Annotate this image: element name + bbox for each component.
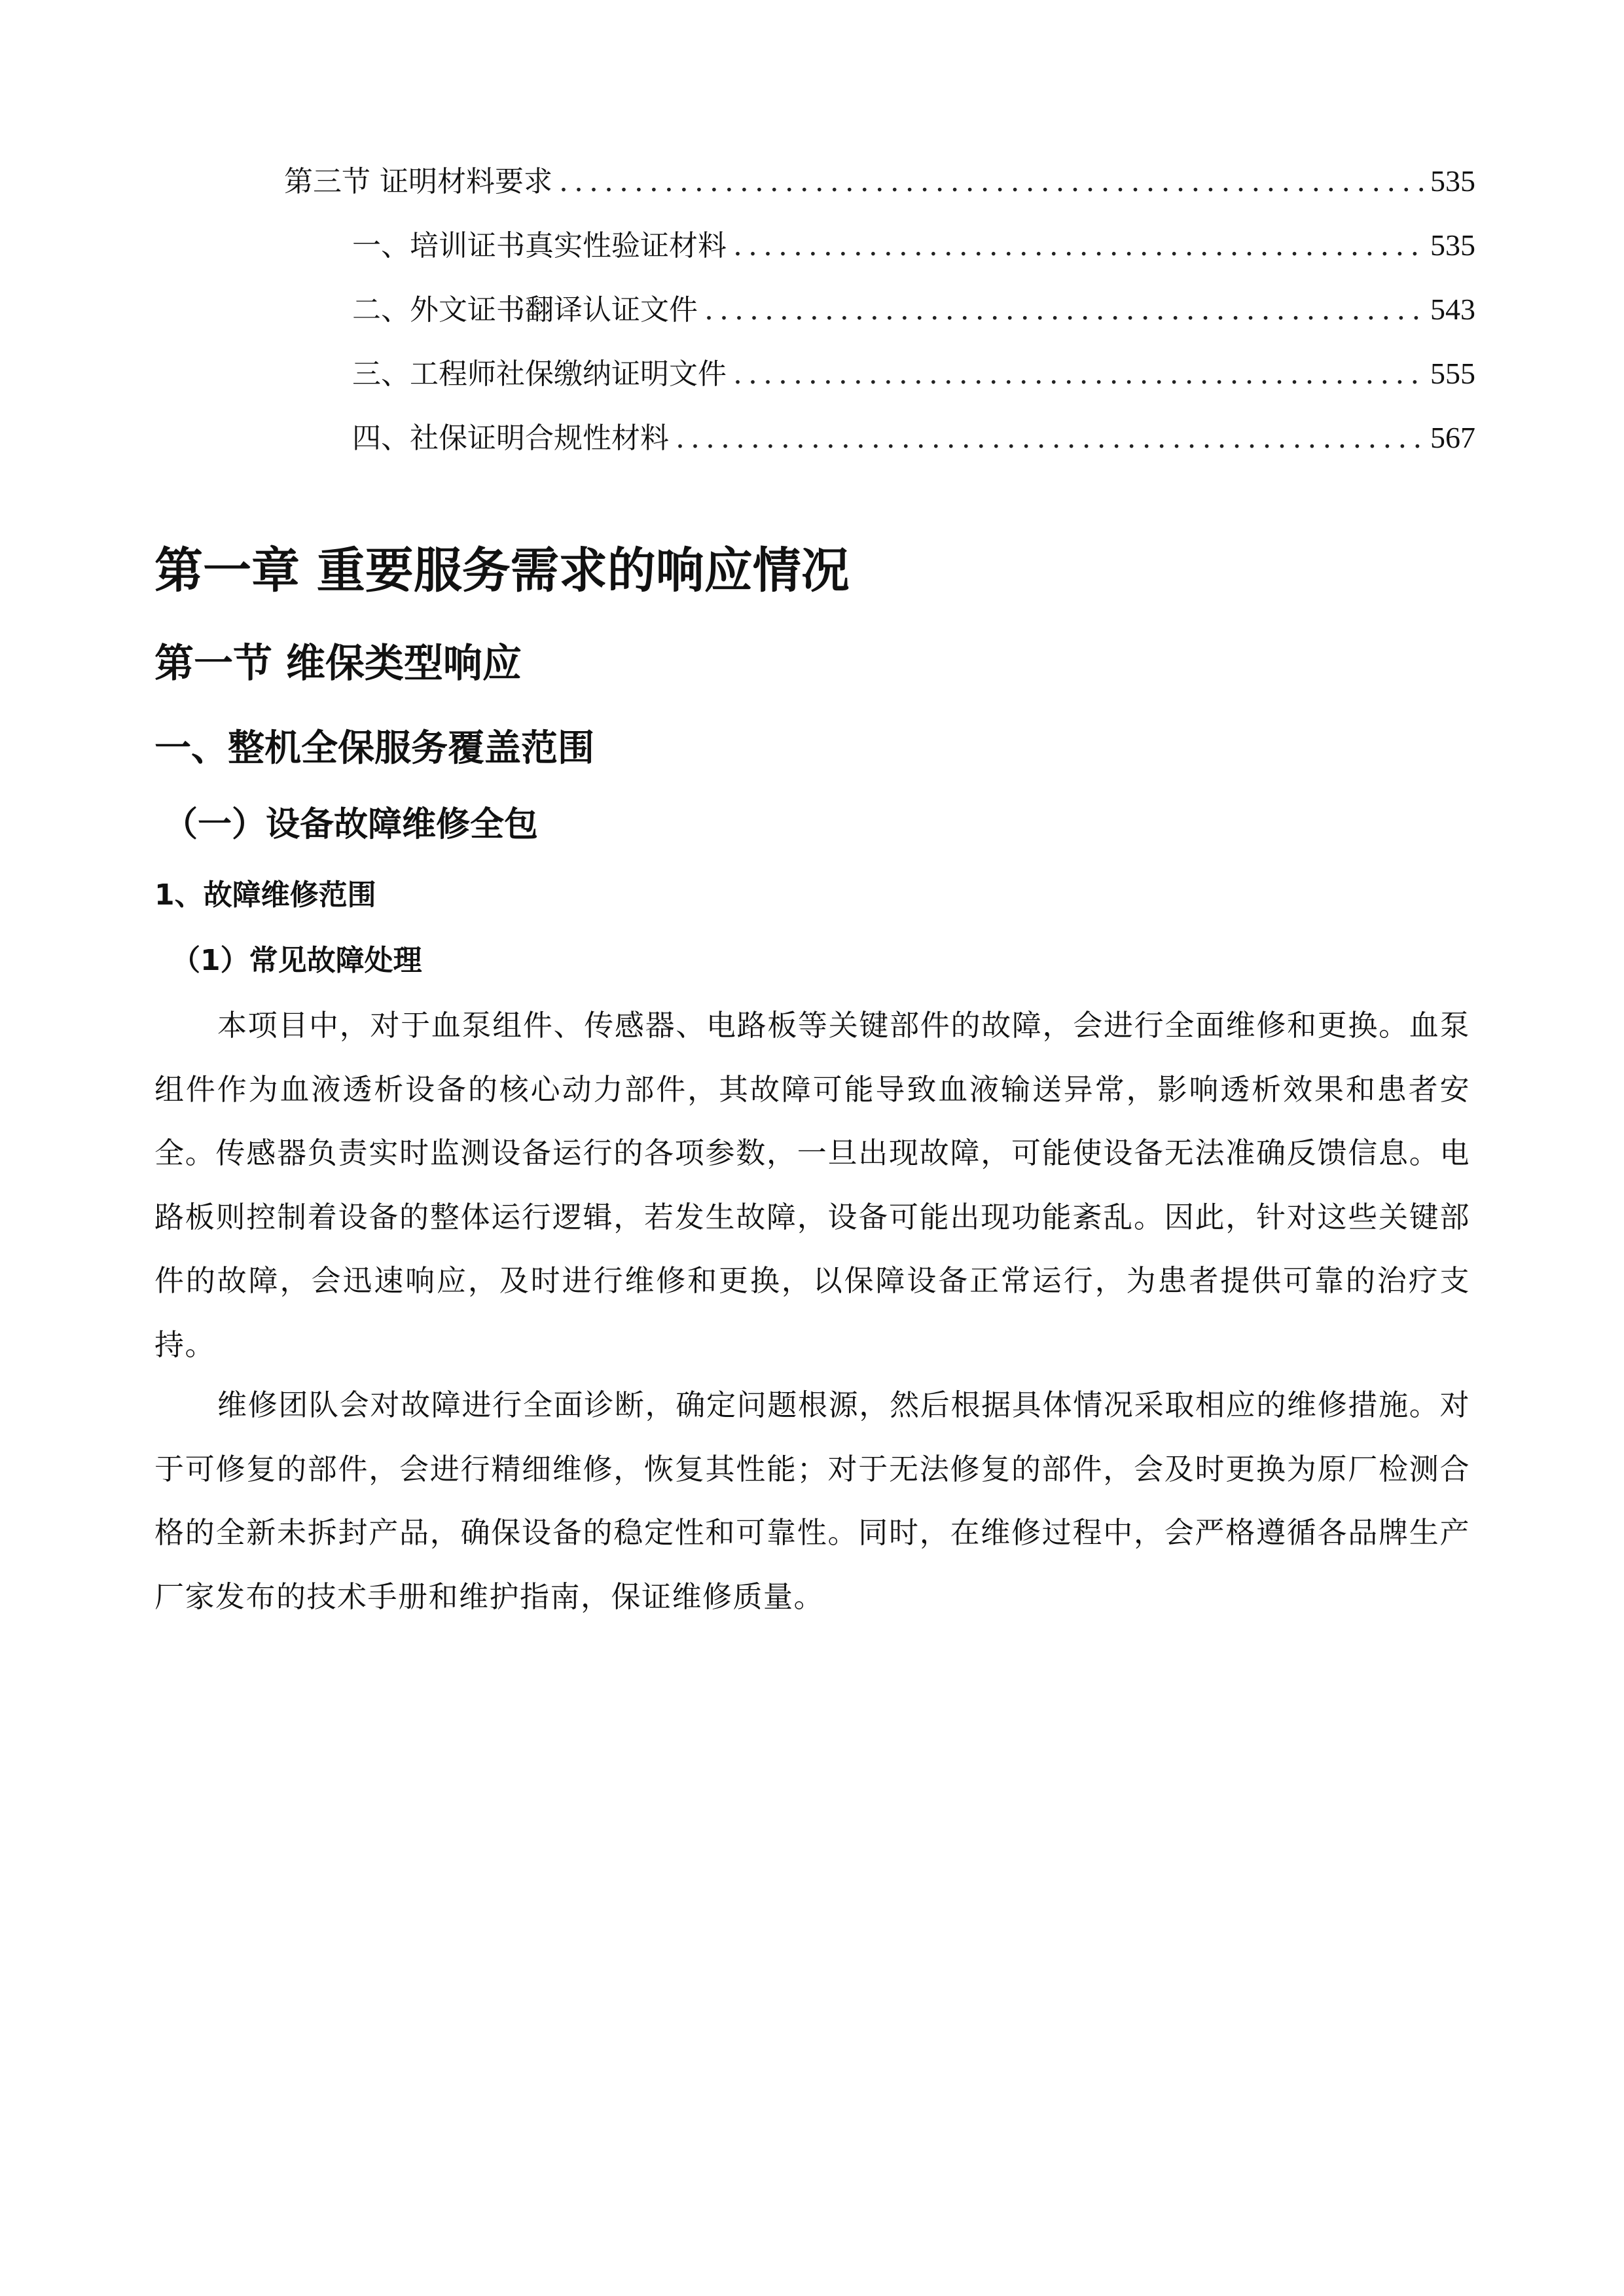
toc-leader-dots xyxy=(733,342,1424,406)
toc-entry-page: 535 xyxy=(1430,228,1475,262)
item-heading: 1、故障维修范围 xyxy=(154,878,376,912)
toc-entry-page: 535 xyxy=(1430,164,1475,198)
section-title: 第一节 维保类型响应 xyxy=(154,641,522,687)
toc-entry-title: 培训证书真实性验证材料 xyxy=(410,229,727,262)
toc-entry-title: 第三节 证明材料要求 xyxy=(284,165,552,198)
toc-entry-page: 543 xyxy=(1430,293,1475,326)
toc-entry-number: 一、 xyxy=(352,229,410,262)
toc-entry-page: 567 xyxy=(1430,421,1475,454)
toc-entry-number: 二、 xyxy=(352,293,410,327)
toc-entry-page: 555 xyxy=(1430,357,1475,390)
chapter-title: 第一章 重要服务需求的响应情况 xyxy=(154,543,850,599)
toc-entry-number: 三、 xyxy=(352,357,410,391)
toc-entry[interactable] xyxy=(284,149,1475,213)
toc-entry-number: 四、 xyxy=(352,422,410,455)
body-paragraph: 本项目中，对于血泵组件、传感器、电路板等关键部件的故障，会进行全面维修和更换。血泵组件作为血液透析设备的核心动力部件，其故障可能导致血液输送异常，影响透析效果和患者安全。传感器负责实时监测设备运行的各项参数，一旦出现故障，可能使设备无法准确反馈信息。电路板则控制着设备的整体运行逻辑，若发生故障，设备可能出现功能紊乱。因此，针对这些关键部件的故障，会迅速响应，及时进行维修和更换，以保障设备正常运行，为患者提供可靠的治疗支持。 xyxy=(154,1008,1470,1362)
table-of-contents xyxy=(284,149,1475,470)
body-paragraph: 维修团队会对故障进行全面诊断，确定问题根源，然后根据具体情况采取相应的维修措施。对于可修复的部件，会进行精细维修，恢复其性能；对于无法修复的部件，会及时更换为原厂检测合格的全新未拆封产品，确保设备的稳定性和可靠性。同时，在维修过程中，会严格遵循各品牌生产厂家发布的技术手册和维护指南，保证维修质量。 xyxy=(154,1388,1470,1614)
toc-entry-title: 工程师社保缴纳证明文件 xyxy=(410,357,727,391)
toc-entry[interactable] xyxy=(284,406,1475,470)
toc-leader-dots xyxy=(733,214,1424,278)
toc-leader-dots xyxy=(559,150,1424,214)
toc-entry[interactable] xyxy=(284,342,1475,406)
toc-entry[interactable] xyxy=(284,278,1475,342)
subsection-title: 一、整机全保服务覆盖范围 xyxy=(154,727,594,770)
toc-leader-dots xyxy=(704,278,1424,342)
toc-entry[interactable] xyxy=(284,213,1475,278)
sub-subsection-title: （一）设备故障维修全包 xyxy=(164,805,539,844)
toc-entry-title: 社保证明合规性材料 xyxy=(410,422,669,455)
toc-leader-dots xyxy=(676,406,1424,471)
toc-entry-title: 外文证书翻译认证文件 xyxy=(410,293,698,327)
sub-item-heading: （1）常见故障处理 xyxy=(171,944,422,977)
